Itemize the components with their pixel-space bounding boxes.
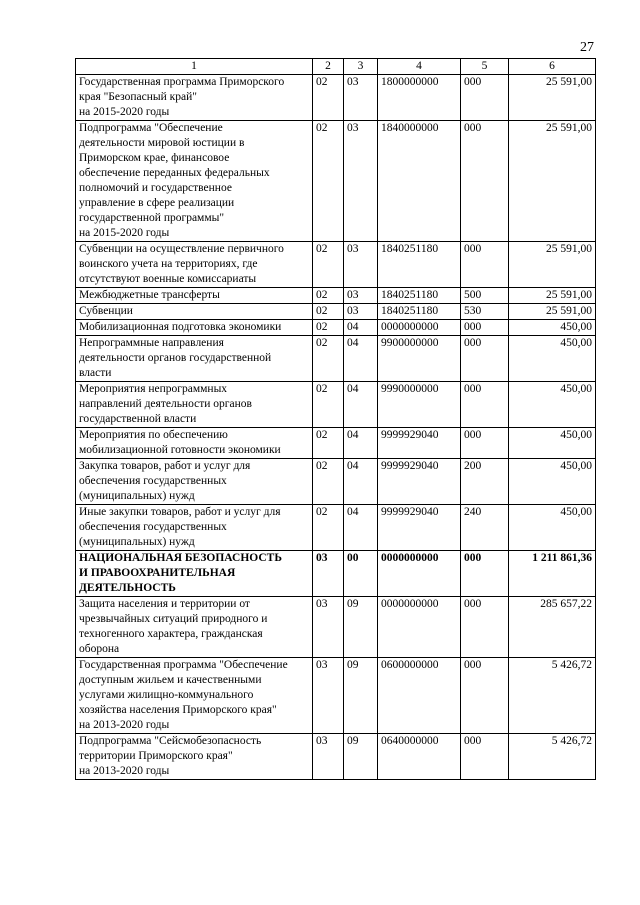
row-name-cell: Подпрограмма "Сейсмобезопасность территории Приморского края" на 2013-2020 годы <box>76 734 313 780</box>
section-code-cell: 03 <box>313 597 344 658</box>
target-article-cell: 9900000000 <box>378 336 461 382</box>
expense-type-cell: 000 <box>461 734 509 780</box>
table-header-row <box>76 59 596 75</box>
amount-cell: 285 657,22 <box>509 597 596 658</box>
section-code-cell: 02 <box>313 304 344 320</box>
row-name-cell: Иные закупки товаров, работ и услуг для обеспечения государственных (муниципальных) нужд <box>76 505 313 551</box>
amount-cell: 25 591,00 <box>509 242 596 288</box>
target-article-cell: 1840251180 <box>378 304 461 320</box>
section-code-cell: 03 <box>313 658 344 734</box>
expense-type-cell: 000 <box>461 428 509 459</box>
subsection-code-cell: 04 <box>344 459 378 505</box>
table-row <box>76 658 596 734</box>
row-name-cell: Защита населения и территории от чрезвычайных ситуаций природного и техногенного характера, гражданская оборона <box>76 597 313 658</box>
column-header: 5 <box>461 59 509 75</box>
subsection-code-cell: 09 <box>344 734 378 780</box>
target-article-cell: 1840251180 <box>378 288 461 304</box>
expense-type-cell: 200 <box>461 459 509 505</box>
row-name-cell: Непрограммные направления деятельности органов государственной власти <box>76 336 313 382</box>
section-code-cell: 02 <box>313 505 344 551</box>
budget-table <box>75 58 596 780</box>
table-row <box>76 336 596 382</box>
table-row <box>76 75 596 121</box>
amount-cell: 25 591,00 <box>509 288 596 304</box>
table-row <box>76 597 596 658</box>
subsection-code-cell: 00 <box>344 551 378 597</box>
amount-cell: 25 591,00 <box>509 75 596 121</box>
expense-type-cell: 500 <box>461 288 509 304</box>
subsection-code-cell: 03 <box>344 121 378 242</box>
amount-cell: 450,00 <box>509 459 596 505</box>
expense-type-cell: 000 <box>461 658 509 734</box>
subsection-code-cell: 04 <box>344 336 378 382</box>
table-row <box>76 428 596 459</box>
row-name-cell: Государственная программа Приморского края "Безопасный край" на 2015-2020 годы <box>76 75 313 121</box>
expense-type-cell: 000 <box>461 75 509 121</box>
target-article-cell: 0000000000 <box>378 320 461 336</box>
column-header: 2 <box>313 59 344 75</box>
column-header: 3 <box>344 59 378 75</box>
subsection-code-cell: 04 <box>344 320 378 336</box>
subsection-code-cell: 04 <box>344 382 378 428</box>
table-row <box>76 551 596 597</box>
table-body <box>76 75 596 780</box>
target-article-cell: 9999929040 <box>378 459 461 505</box>
amount-cell: 25 591,00 <box>509 304 596 320</box>
amount-cell: 450,00 <box>509 505 596 551</box>
table-row <box>76 505 596 551</box>
expense-type-cell: 530 <box>461 304 509 320</box>
target-article-cell: 1840000000 <box>378 121 461 242</box>
section-code-cell: 02 <box>313 459 344 505</box>
target-article-cell: 0000000000 <box>378 597 461 658</box>
amount-cell: 450,00 <box>509 336 596 382</box>
amount-cell: 5 426,72 <box>509 734 596 780</box>
target-article-cell: 0000000000 <box>378 551 461 597</box>
subsection-code-cell: 04 <box>344 505 378 551</box>
expense-type-cell: 000 <box>461 336 509 382</box>
target-article-cell: 9990000000 <box>378 382 461 428</box>
table-row <box>76 304 596 320</box>
target-article-cell: 0640000000 <box>378 734 461 780</box>
row-name-cell: Государственная программа "Обеспечение доступным жильем и качественными услугами жилищно-коммунального хозяйства населения Приморского края" на 2013-2020 годы <box>76 658 313 734</box>
row-name-cell: Закупка товаров, работ и услуг для обеспечения государственных (муниципальных) нужд <box>76 459 313 505</box>
amount-cell: 450,00 <box>509 428 596 459</box>
expense-type-cell: 000 <box>461 597 509 658</box>
expense-type-cell: 000 <box>461 242 509 288</box>
page-number: 27 <box>580 40 594 55</box>
section-code-cell: 02 <box>313 428 344 459</box>
expense-type-cell: 000 <box>461 551 509 597</box>
amount-cell: 450,00 <box>509 320 596 336</box>
table-row <box>76 459 596 505</box>
subsection-code-cell: 09 <box>344 597 378 658</box>
target-article-cell: 1800000000 <box>378 75 461 121</box>
section-code-cell: 02 <box>313 121 344 242</box>
section-code-cell: 02 <box>313 320 344 336</box>
table-row <box>76 734 596 780</box>
section-code-cell: 03 <box>313 734 344 780</box>
target-article-cell: 1840251180 <box>378 242 461 288</box>
table-row <box>76 288 596 304</box>
table-row <box>76 382 596 428</box>
row-name-cell: Мероприятия непрограммных направлений деятельности органов государственной власти <box>76 382 313 428</box>
table-row <box>76 242 596 288</box>
column-header: 6 <box>509 59 596 75</box>
expense-type-cell: 240 <box>461 505 509 551</box>
expense-type-cell: 000 <box>461 121 509 242</box>
amount-cell: 5 426,72 <box>509 658 596 734</box>
row-name-cell: Мероприятия по обеспечению мобилизационной готовности экономики <box>76 428 313 459</box>
amount-cell: 25 591,00 <box>509 121 596 242</box>
target-article-cell: 0600000000 <box>378 658 461 734</box>
row-name-cell: НАЦИОНАЛЬНАЯ БЕЗОПАСНОСТЬ И ПРАВООХРАНИТЕЛЬНАЯ ДЕЯТЕЛЬНОСТЬ <box>76 551 313 597</box>
subsection-code-cell: 03 <box>344 288 378 304</box>
expense-type-cell: 000 <box>461 320 509 336</box>
target-article-cell: 9999929040 <box>378 505 461 551</box>
table-row <box>76 121 596 242</box>
section-code-cell: 02 <box>313 75 344 121</box>
subsection-code-cell: 03 <box>344 304 378 320</box>
section-code-cell: 02 <box>313 336 344 382</box>
amount-cell: 1 211 861,36 <box>509 551 596 597</box>
subsection-code-cell: 04 <box>344 428 378 459</box>
amount-cell: 450,00 <box>509 382 596 428</box>
row-name-cell: Субвенции <box>76 304 313 320</box>
expense-type-cell: 000 <box>461 382 509 428</box>
table-row <box>76 320 596 336</box>
target-article-cell: 9999929040 <box>378 428 461 459</box>
subsection-code-cell: 09 <box>344 658 378 734</box>
section-code-cell: 02 <box>313 288 344 304</box>
subsection-code-cell: 03 <box>344 242 378 288</box>
column-header: 4 <box>378 59 461 75</box>
row-name-cell: Межбюджетные трансферты <box>76 288 313 304</box>
row-name-cell: Подпрограмма "Обеспечение деятельности мировой юстиции в Приморском крае, финансовое обеспечение переданных федеральных полномочий и государственное управление в сфере реализации государственной программы" на 2015-2020 годы <box>76 121 313 242</box>
row-name-cell: Мобилизационная подготовка экономики <box>76 320 313 336</box>
column-header: 1 <box>76 59 313 75</box>
section-code-cell: 02 <box>313 242 344 288</box>
row-name-cell: Субвенции на осуществление первичного воинского учета на территориях, где отсутствуют военные комиссариаты <box>76 242 313 288</box>
subsection-code-cell: 03 <box>344 75 378 121</box>
section-code-cell: 03 <box>313 551 344 597</box>
section-code-cell: 02 <box>313 382 344 428</box>
